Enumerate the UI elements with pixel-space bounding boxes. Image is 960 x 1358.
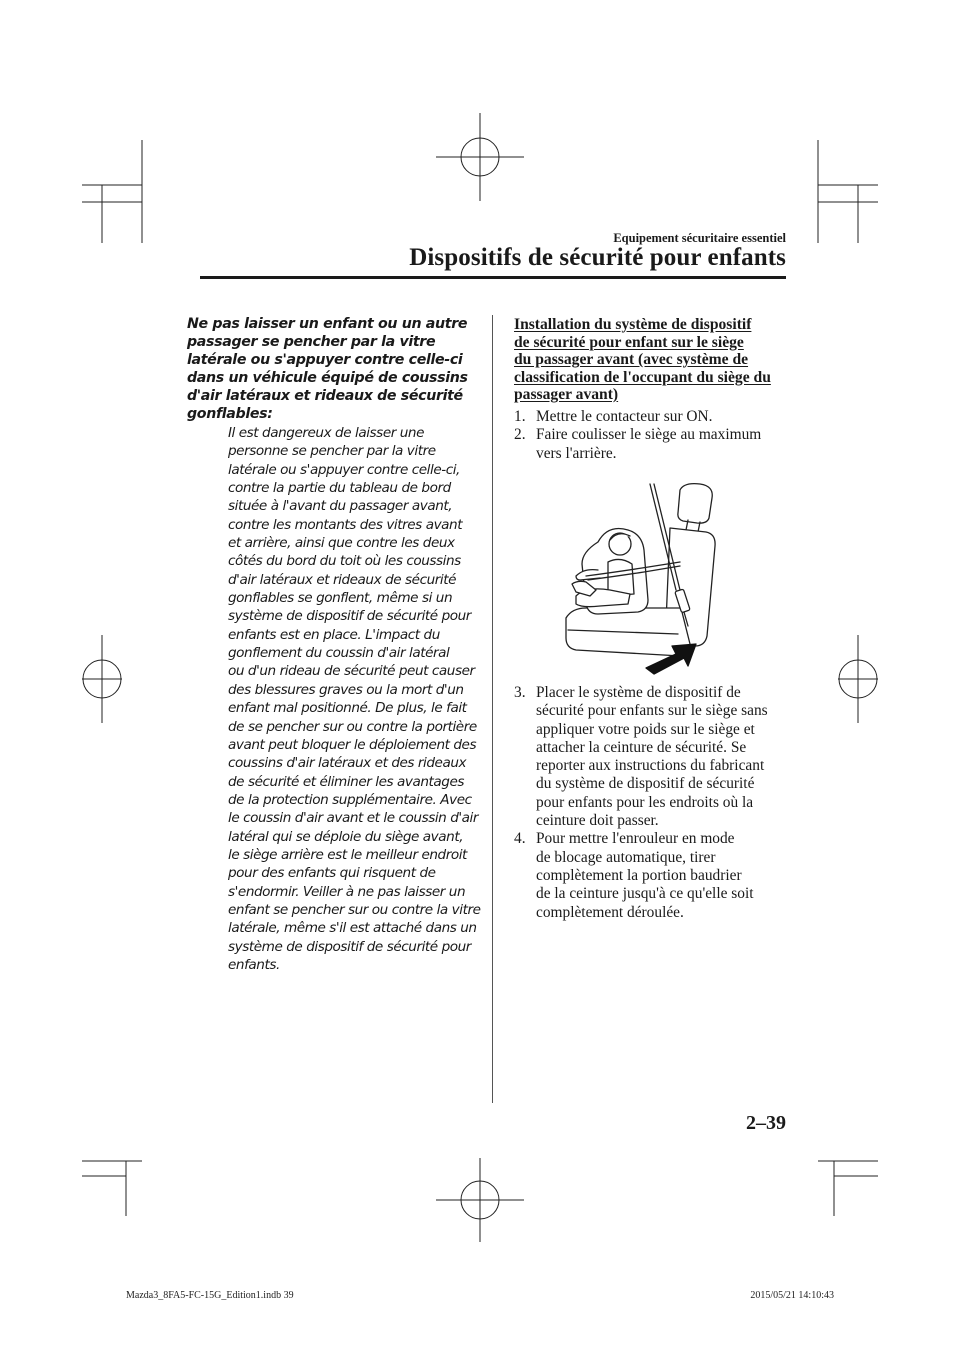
step-item [514,830,784,921]
warning-body-line: enfants. [228,956,280,973]
install-heading-line: de sécurité pour enfant sur le siège [514,333,744,351]
warning-body-line: le coussin d'air avant et le coussin d'air [228,810,479,827]
warning-body-line: de se pencher sur ou contre la portière [228,718,477,735]
warning-body-line: gonflement du coussin d'air latéral [228,645,450,662]
warning-body-line: côtés du bord du toit où les coussins [228,553,461,570]
section-label: Equipement sécuritaire essentiel [613,231,786,245]
warning-body-line: située à l'avant du passager avant, [228,498,453,515]
column-divider [492,315,493,1103]
chapter-title: Dispositifs de sécurité pour enfants [409,244,786,271]
step-text-line: de blocage automatique, tirer [536,848,716,866]
warning-body-line: pour des enfants qui risquent de [228,865,436,882]
child-seat-illustration [558,478,728,678]
warning-heading-line: gonflables: [187,406,273,422]
warning-heading-line: latérale ou s'appuyer contre celle-ci [187,352,463,368]
warning-body-line: personne se pencher par la vitre [228,443,436,460]
step-text-line: pour enfants pour les endroits où la [536,793,754,811]
step-text-line: complètement déroulée. [536,903,684,921]
warning-body [228,424,481,974]
warning-body-line: des blessures graves ou la mort d'un [228,681,464,698]
step-text-line: Faire coulisser le siège au maximum [536,426,762,444]
step-text-line: du système de dispositif de sécurité [536,775,755,793]
install-heading-line: du passager avant (avec système de [514,351,749,368]
warning-heading-line: Ne pas laisser un enfant ou un autre [187,316,468,332]
step-number: 3. [514,684,526,701]
install-heading-line: Installation du système de dispositif [514,316,752,333]
warning-heading-line: d'air latéraux et rideaux de sécurité [187,388,463,404]
step-text-line: reporter aux instructions du fabricant [536,757,765,775]
step-number: 1. [514,408,526,425]
warning-body-line: d'air latéraux et rideaux de sécurité [228,571,457,588]
warning-body-line: latérale, même s'il est attaché dans un [228,920,477,937]
step-text-line: appliquer votre poids sur le siège et [536,720,755,738]
step-list [514,684,784,922]
warning-body-line: de sécurité et éliminer les avantages [228,773,465,790]
step-text-line: Pour mettre l'enrouleur en mode [536,830,735,848]
step-number: 4. [514,830,526,848]
step-number: 2. [514,426,526,444]
step-text-line: Placer le système de dispositif de [536,684,741,701]
warning-body-line: s'endormir. Veiller à ne pas laisser un [228,883,466,900]
warning-body-line: système de dispositif de sécurité pour [228,608,471,625]
step-text-line: sécurité pour enfants sur le siège sans [536,702,768,720]
warning-body-line: contre les montants des vitres avant [228,516,463,533]
warning-body-line: avant peut bloquer le déploiement des [228,736,477,753]
step-text-line: attacher la ceinture de sécurité. Se [536,738,747,756]
step-item [514,684,784,830]
warning-heading [187,315,477,423]
step-text-line: de la ceinture jusqu'à ce qu'elle soit [536,885,754,903]
warning-body-line: enfant mal positionné. De plus, le fait [228,700,467,717]
install-heading-line: classification de l'occupant du siège du [514,368,771,386]
step-text-line: Mettre le contacteur sur ON. [536,408,713,425]
warning-body-line: coussins d'air latéraux et des rideaux [228,755,467,772]
warning-body-line: enfants est en place. L'impact du [228,626,440,643]
page-number: 2–39 [746,1112,786,1134]
warning-heading-line: dans un véhicule équipé de coussins [187,370,468,386]
header-rule [200,276,786,279]
warning-body-line: Il est dangereux de laisser une [228,425,424,441]
install-heading [514,316,784,404]
warning-body-line: latérale ou s'appuyer contre celle-ci, [228,461,460,478]
step-text-line: ceinture doit passer. [536,812,659,830]
warning-body-line: enfant se pencher sur ou contre la vitre [228,901,481,918]
warning-heading-line: passager se pencher par la vitre [187,334,436,350]
step-text-line: vers l'arrière. [536,444,617,462]
step-text-line: complètement la portion baudrier [536,866,742,884]
step-item [514,426,784,463]
warning-body-line: contre la partie du tableau de bord [228,480,451,497]
step-list [514,408,784,463]
warning-body-line: ou d'un rideau de sécurité peut causer [228,663,475,680]
warning-body-line: le siège arrière est le meilleur endroit [228,846,467,863]
warning-body-line: système de dispositif de sécurité pour [228,938,471,955]
warning-body-line: de la protection supplémentaire. Avec [228,791,472,808]
warning-body-line: gonflables se gonflent, même si un [228,590,453,607]
warning-body-line: latéral qui se déploie du siège avant, [228,828,464,845]
warning-body-line: et arrière, ainsi que contre les deux [228,535,455,552]
step-item [514,408,784,426]
footer-filename: Mazda3_8FA5-FC-15G_Edition1.indb 39 [126,1290,294,1301]
footer-timestamp: 2015/05/21 14:10:43 [750,1290,834,1301]
install-heading-line: passager avant) [514,386,619,403]
